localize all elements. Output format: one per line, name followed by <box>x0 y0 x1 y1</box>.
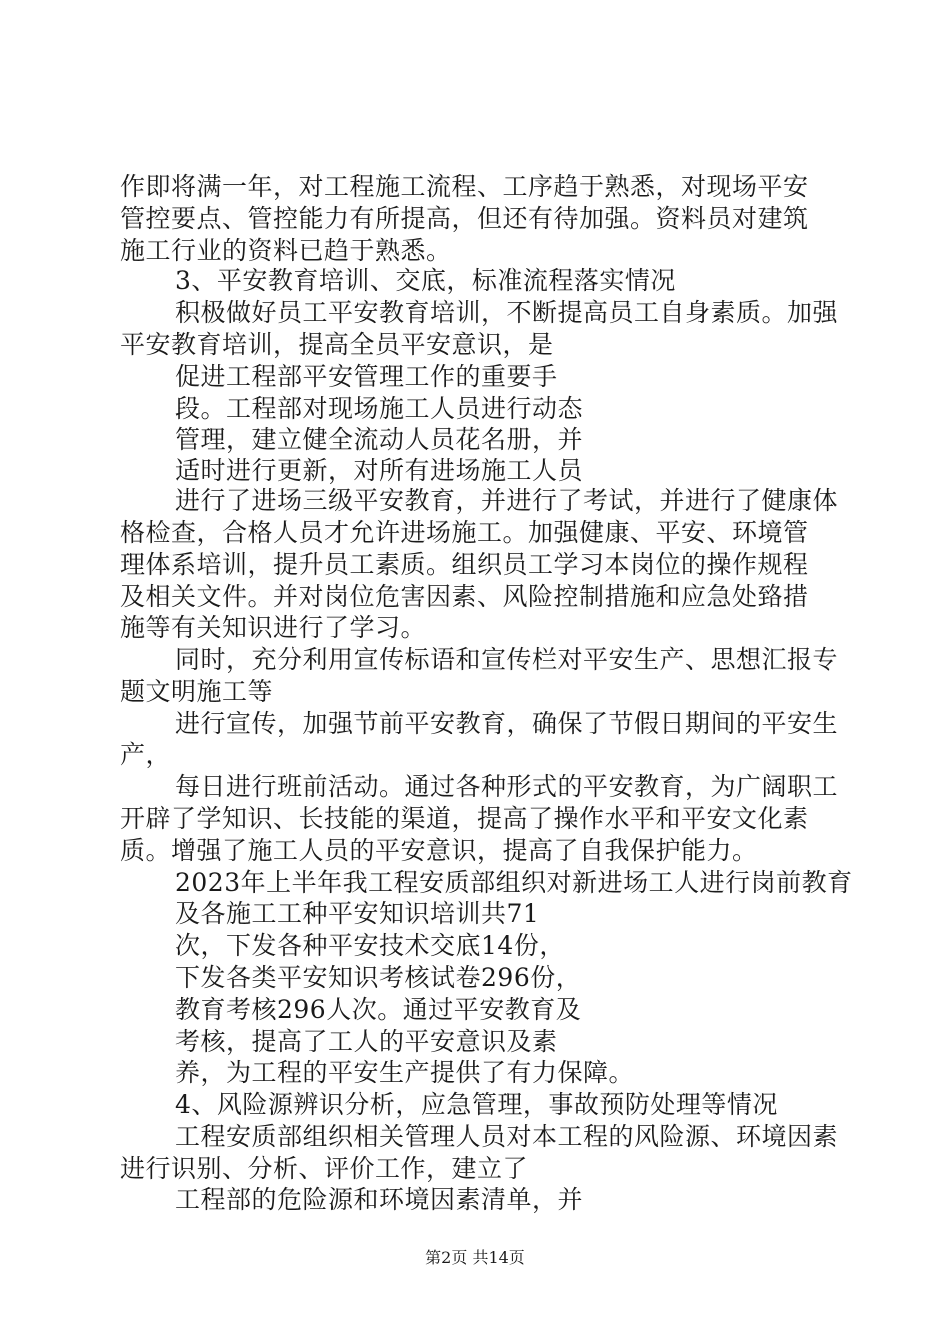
text-line: 2023年上半年我工程安质部组织对新进场工人进行岗前教育 <box>175 868 853 897</box>
text-line: 作即将满一年，对工程施工流程、工序趋于熟悉，对现场平安 <box>120 172 809 201</box>
text-line: 考核，提高了工人的平安意识及素 <box>175 1027 558 1056</box>
text-line: 施工行业的资料已趋于熟悉。 <box>120 236 452 265</box>
text-line: 格检查，合格人员才允许进场施工。加强健康、平安、环境管 <box>120 518 809 547</box>
text-line: 产， <box>120 740 172 769</box>
text-line: 同时，充分利用宣传标语和宣传栏对平安生产、思想汇报专 <box>175 645 839 674</box>
text-line: 及相关文件。并对岗位危害因素、风险控制措施和应急处臵措 <box>120 582 809 611</box>
text-line: 进行宣传，加强节前平安教育，确保了节假日期间的平安生 <box>175 709 839 738</box>
text-line: 次，下发各种平安技术交底14份， <box>175 931 565 960</box>
text-line: 下发各类平安知识考核试卷296份， <box>175 963 582 992</box>
text-line: 段。工程部对现场施工人员进行动态 <box>175 394 584 423</box>
text-line: 养，为工程的平安生产提供了有力保障。 <box>175 1058 635 1087</box>
text-line: 适时进行更新，对所有进场施工人员 <box>175 456 584 485</box>
text-line: 进行识别、分析、评价工作，建立了 <box>120 1154 529 1183</box>
text-line: 工程安质部组织相关管理人员对本工程的风险源、环境因素 <box>175 1122 839 1151</box>
text-line: 积极做好员工平安教育培训，不断提高员工自身素质。加强 <box>175 298 839 327</box>
text-line: 平安教育培训，提高全员平安意识，是 <box>120 330 554 359</box>
text-line: 管理，建立健全流动人员花名册，并 <box>175 425 584 454</box>
text-line: 施等有关知识进行了学习。 <box>120 613 427 642</box>
text-line: 及各施工工种平安知识培训共71 <box>175 899 540 928</box>
text-line: 进行了进场三级平安教育，并进行了考试，并进行了健康体 <box>175 486 839 515</box>
text-line: 管控要点、管控能力有所提高，但还有待加强。资料员对建筑 <box>120 204 809 233</box>
text-line: 质。增强了施工人员的平安意识，提高了自我保护能力。 <box>120 836 758 865</box>
text-line: 理体系培训，提升员工素质。组织员工学习本岗位的操作规程 <box>120 550 809 579</box>
text-line: 每日进行班前活动。通过各种形式的平安教育，为广阔职工 <box>175 772 839 801</box>
text-line: 开辟了学知识、长技能的渠道，提高了操作水平和平安文化素 <box>120 804 809 833</box>
section-heading: 3、平安教育培训、交底，标准流程落实情况 <box>175 266 676 295</box>
text-line: 促进工程部平安管理工作的重要手 <box>175 362 558 391</box>
page-number: 第2页 共14页 <box>425 1248 525 1267</box>
section-heading: 4、风险源辨识分析，应急管理，事故预防处理等情况 <box>175 1090 778 1119</box>
text-line: 教育考核296人次。通过平安教育及 <box>175 995 582 1024</box>
text-line: 工程部的危险源和环境因素清单，并 <box>175 1185 584 1214</box>
text-line: 题文明施工等 <box>120 677 274 706</box>
